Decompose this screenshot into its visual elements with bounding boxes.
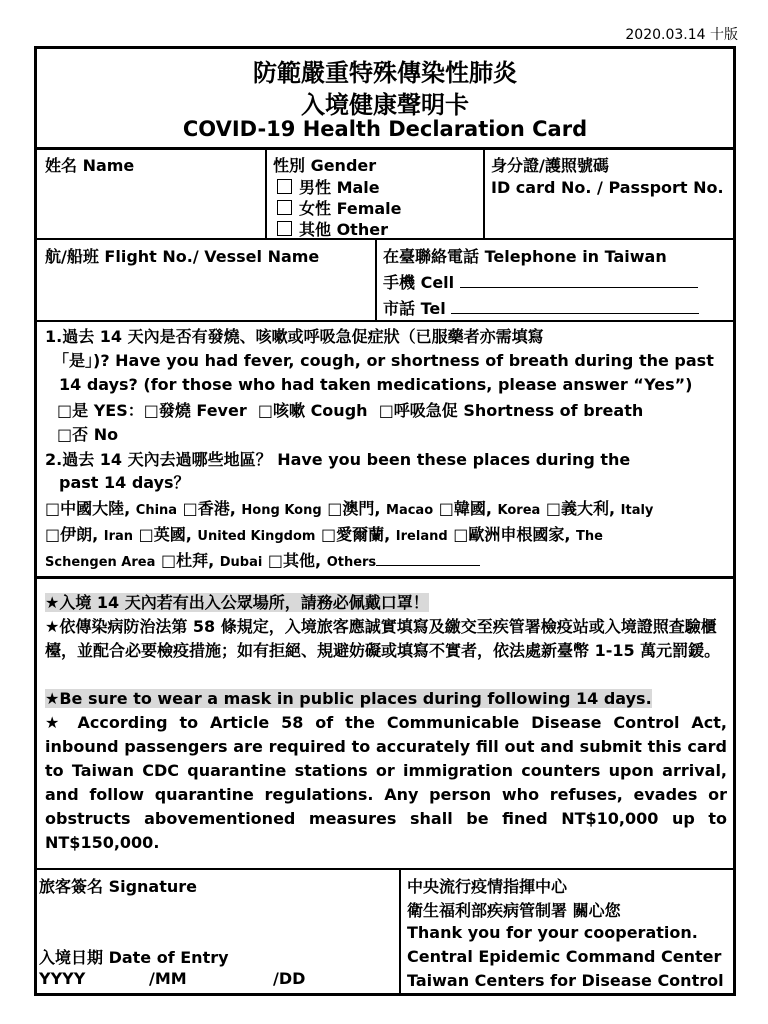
- place-dubai[interactable]: □杜拜, Dubai: [160, 551, 263, 570]
- gender-option-other[interactable]: 其他 Other: [277, 217, 388, 240]
- symptom-cough[interactable]: □咳嗽 Cough: [257, 401, 368, 420]
- place-italy[interactable]: □義大利, Italy: [545, 499, 654, 518]
- checkbox[interactable]: [277, 200, 292, 215]
- divider: [37, 320, 733, 322]
- signature-field-label[interactable]: 旅客簽名 Signature: [39, 877, 198, 896]
- symptom-fever[interactable]: □發燒 Fever: [143, 401, 247, 420]
- checkbox[interactable]: [277, 221, 292, 236]
- question-1-line-1: 1.過去 14 天內是否有發燒、咳嗽或呼吸急促症狀（已服藥者亦需填寫: [45, 327, 544, 346]
- entry-date-yyyy[interactable]: YYYY: [39, 969, 86, 988]
- place-china[interactable]: □中國大陸, China: [45, 499, 178, 518]
- places-row-3: [45, 549, 480, 575]
- place-ireland[interactable]: □愛爾蘭, Ireland: [321, 525, 448, 544]
- agency-en-1: Central Epidemic Command Center: [407, 947, 722, 966]
- place-hong-kong[interactable]: □香港, Hong Kong: [182, 499, 322, 518]
- answer-yes[interactable]: □是 YES：: [57, 401, 144, 420]
- name-field-label[interactable]: 姓名 Name: [45, 156, 135, 175]
- answer-no[interactable]: □否 No: [57, 425, 119, 444]
- telephone-field-label: 在臺聯絡電話 Telephone in Taiwan: [383, 247, 667, 266]
- question-1-yes-row: [57, 399, 643, 423]
- divider: [37, 147, 733, 150]
- divider: [399, 870, 401, 993]
- notice-mask-en: ★Be sure to wear a mask in public places during following 14 days.: [45, 689, 652, 708]
- gender-option-female[interactable]: 女性 Female: [277, 196, 402, 219]
- agency-en-2: Taiwan Centers for Disease Control: [407, 971, 724, 990]
- title-zh-2: 入境健康聲明卡: [301, 91, 469, 119]
- card-header: [37, 49, 733, 147]
- notice-law-en: ★ According to Article 58 of the Communicable Disease Control Act, inbound passengers are required to accurately fill out and submit this card to Taiwan CDC quarantine stations or immigration counters upon arrival, and follow quarantine regulations. Any person who refuses, evades or obstructs abovementioned measures shall be fined NT$10,000 up to NT$150,000.: [45, 713, 727, 852]
- places-row-1: [45, 497, 653, 523]
- notice-mask-zh: ★入境 14 天內若有出入公眾場所，請務必佩戴口罩！: [45, 593, 429, 612]
- thanks-text: Thank you for your cooperation.: [407, 923, 698, 942]
- place-macao[interactable]: □澳門, Macao: [327, 499, 434, 518]
- question-1-line-2: 「是」)? Have you had fever, cough, or shortness of breath during the past: [53, 351, 714, 370]
- entry-date-dd[interactable]: /DD: [273, 969, 306, 988]
- checkbox[interactable]: [277, 179, 292, 194]
- version-label: 2020.03.14 十版: [625, 27, 738, 43]
- divider: [375, 240, 377, 320]
- divider: [265, 149, 267, 239]
- others-blank[interactable]: [376, 565, 480, 566]
- divider: [37, 238, 733, 240]
- divider: [483, 149, 485, 239]
- notice-law-zh: ★依傳染病防治法第 58 條規定，入境旅客應誠實填寫及繳交至疾管署檢疫站或入境證照查驗櫃檯，並配合必要檢疫措施；如有拒絕、規避妨礙或填寫不實者，依法處新臺幣 1-15 萬元罰鍰。: [45, 617, 721, 660]
- place-united-kingdom[interactable]: □英國, United Kingdom: [138, 525, 316, 544]
- title-zh-1: 防範嚴重特殊傳染性肺炎: [253, 59, 517, 87]
- entry-date-label: 入境日期 Date of Entry: [39, 948, 229, 967]
- tel-field[interactable]: 市話 Tel: [383, 296, 699, 319]
- id-field-label-en[interactable]: ID card No. / Passport No.: [491, 178, 724, 197]
- agency-name-2: 衛生福利部疾病管制署 關心您: [407, 901, 621, 920]
- gender-field-label: 性別 Gender: [273, 156, 377, 175]
- gender-option-male[interactable]: 男性 Male: [277, 175, 380, 198]
- question-2-line-1: 2.過去 14 天內去過哪些地區？ Have you been these places during the: [45, 450, 631, 469]
- cell-blank[interactable]: [460, 287, 698, 288]
- place-korea[interactable]: □韓國, Korea: [438, 499, 541, 518]
- tel-blank[interactable]: [451, 313, 699, 314]
- divider: [37, 868, 733, 870]
- agency-name-1: 中央流行疫情指揮中心: [407, 877, 568, 896]
- divider: [37, 576, 733, 579]
- title-en: COVID-19 Health Declaration Card: [182, 117, 588, 141]
- question-2-line-2: past 14 days？: [59, 473, 190, 492]
- symptom-shortness-of-breath[interactable]: □呼吸急促 Shortness of breath: [378, 401, 644, 420]
- places-row-2: [45, 523, 603, 549]
- entry-date-mm[interactable]: /MM: [149, 969, 187, 988]
- place-iran[interactable]: □伊朗, Iran: [45, 525, 134, 544]
- flight-field-label[interactable]: 航/船班 Flight No./ Vessel Name: [45, 247, 320, 266]
- question-1-line-3: 14 days? (for those who had taken medications, please answer “Yes”): [59, 375, 693, 394]
- cell-field[interactable]: 手機 Cell: [383, 270, 698, 293]
- id-field-label-zh: 身分證/護照號碼: [491, 156, 609, 175]
- place-schengen-cont[interactable]: Schengen Area: [45, 555, 156, 570]
- declaration-card: [34, 46, 736, 996]
- place-others[interactable]: □其他, Others: [268, 551, 480, 570]
- place-schengen[interactable]: □歐洲申根國家, The: [453, 525, 603, 544]
